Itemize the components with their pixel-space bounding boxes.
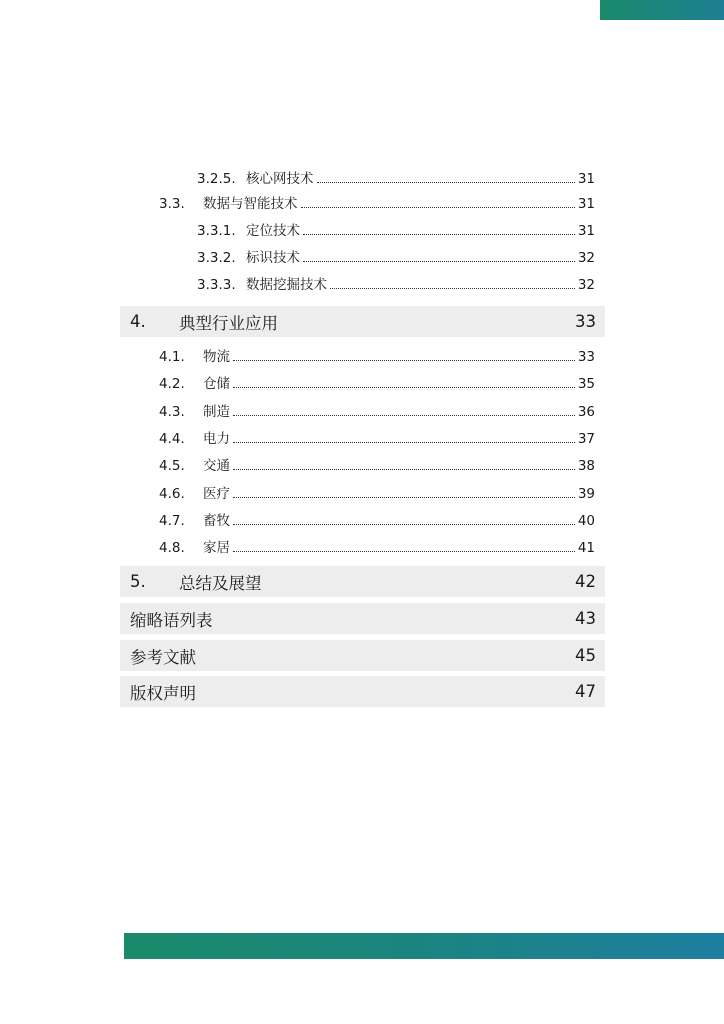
- toc-entry-4-3[interactable]: [159, 402, 595, 422]
- chapter-title: 总结及展望: [179, 573, 262, 593]
- toc-entry-title: 核心网技术: [246, 171, 314, 187]
- toc-entry-title: 仓储: [203, 376, 230, 392]
- toc-copyright[interactable]: [120, 676, 605, 707]
- toc-entry-title: 标识技术: [246, 250, 300, 266]
- chapter-page: 45: [575, 646, 596, 665]
- toc-chapter-5[interactable]: [120, 566, 605, 597]
- toc-entry-page: 33: [577, 349, 595, 365]
- chapter-page: 33: [575, 312, 596, 331]
- toc-entry-number: 3.3.1.: [197, 223, 236, 239]
- toc-entry-number: 4.3.: [159, 404, 185, 420]
- toc-leader-dots: [233, 497, 575, 498]
- chapter-page: 42: [575, 572, 596, 591]
- toc-entry-title: 物流: [203, 349, 230, 365]
- toc-entry-3-3[interactable]: [159, 194, 595, 214]
- chapter-number: 4.: [130, 312, 146, 331]
- toc-entry-4-7[interactable]: [159, 511, 595, 531]
- toc-entry-3-2-5[interactable]: [197, 169, 595, 189]
- toc-entry-title: 交通: [203, 458, 230, 474]
- chapter-page: 43: [575, 609, 596, 628]
- toc-entry-number: 4.6.: [159, 486, 185, 502]
- toc-entry-title: 数据挖掘技术: [246, 277, 327, 293]
- toc-entry-4-8[interactable]: [159, 538, 595, 558]
- toc-entry-page: 38: [577, 458, 595, 474]
- toc-entry-title: 数据与智能技术: [203, 196, 298, 212]
- chapter-title: 典型行业应用: [179, 313, 278, 333]
- toc-entry-page: 40: [577, 513, 595, 529]
- toc-leader-dots: [330, 288, 575, 289]
- toc-chapter-4[interactable]: [120, 306, 605, 337]
- toc-entry-title: 电力: [203, 431, 230, 447]
- chapter-title: 缩略语列表: [130, 610, 213, 630]
- toc-entry-4-5[interactable]: [159, 456, 595, 476]
- toc-entry-3-3-2[interactable]: [197, 248, 595, 268]
- toc-entry-title: 医疗: [203, 486, 230, 502]
- toc-entry-number: 3.3.: [159, 196, 185, 212]
- toc-entry-number: 4.8.: [159, 540, 185, 556]
- toc-leader-dots: [301, 207, 575, 208]
- top-accent-bar: [600, 0, 724, 20]
- toc-entry-page: 32: [577, 277, 595, 293]
- toc-leader-dots: [233, 551, 575, 552]
- toc-leader-dots: [233, 469, 575, 470]
- toc-entry-page: 41: [577, 540, 595, 556]
- toc-leader-dots: [233, 387, 575, 388]
- bottom-accent-bar: [124, 933, 724, 959]
- toc-references[interactable]: [120, 640, 605, 671]
- toc-entry-title: 畜牧: [203, 513, 230, 529]
- toc-entry-number: 3.3.2.: [197, 250, 236, 266]
- toc-entry-number: 4.4.: [159, 431, 185, 447]
- toc-leader-dots: [233, 442, 575, 443]
- toc-leader-dots: [317, 182, 575, 183]
- toc-entry-number: 4.7.: [159, 513, 185, 529]
- toc-abbreviations[interactable]: [120, 603, 605, 634]
- toc-entry-page: 35: [577, 376, 595, 392]
- toc-entry-3-3-3[interactable]: [197, 275, 595, 295]
- toc-leader-dots: [233, 524, 575, 525]
- chapter-title: 参考文献: [130, 647, 196, 667]
- toc-entry-4-1[interactable]: [159, 347, 595, 367]
- toc-entry-4-6[interactable]: [159, 484, 595, 504]
- toc-entry-title: 定位技术: [246, 223, 300, 239]
- toc-leader-dots: [233, 360, 575, 361]
- toc-entry-page: 31: [577, 171, 595, 187]
- toc-entry-number: 3.2.5.: [197, 171, 236, 187]
- chapter-number: 5.: [130, 572, 146, 591]
- toc-entry-page: 31: [577, 196, 595, 212]
- toc-entry-number: 4.2.: [159, 376, 185, 392]
- chapter-title: 版权声明: [130, 683, 196, 703]
- toc-entry-number: 4.5.: [159, 458, 185, 474]
- toc-entry-title: 制造: [203, 404, 230, 420]
- toc-entry-number: 3.3.3.: [197, 277, 236, 293]
- toc-leader-dots: [303, 261, 575, 262]
- toc-entry-page: 32: [577, 250, 595, 266]
- toc-entry-page: 36: [577, 404, 595, 420]
- toc-entry-number: 4.1.: [159, 349, 185, 365]
- toc-entry-3-3-1[interactable]: [197, 221, 595, 241]
- toc-entry-title: 家居: [203, 540, 230, 556]
- toc-leader-dots: [303, 234, 575, 235]
- toc-entry-4-4[interactable]: [159, 429, 595, 449]
- toc-leader-dots: [233, 415, 575, 416]
- toc-entry-page: 37: [577, 431, 595, 447]
- chapter-page: 47: [575, 682, 596, 701]
- toc-entry-page: 39: [577, 486, 595, 502]
- toc-entry-page: 31: [577, 223, 595, 239]
- toc-entry-4-2[interactable]: [159, 374, 595, 394]
